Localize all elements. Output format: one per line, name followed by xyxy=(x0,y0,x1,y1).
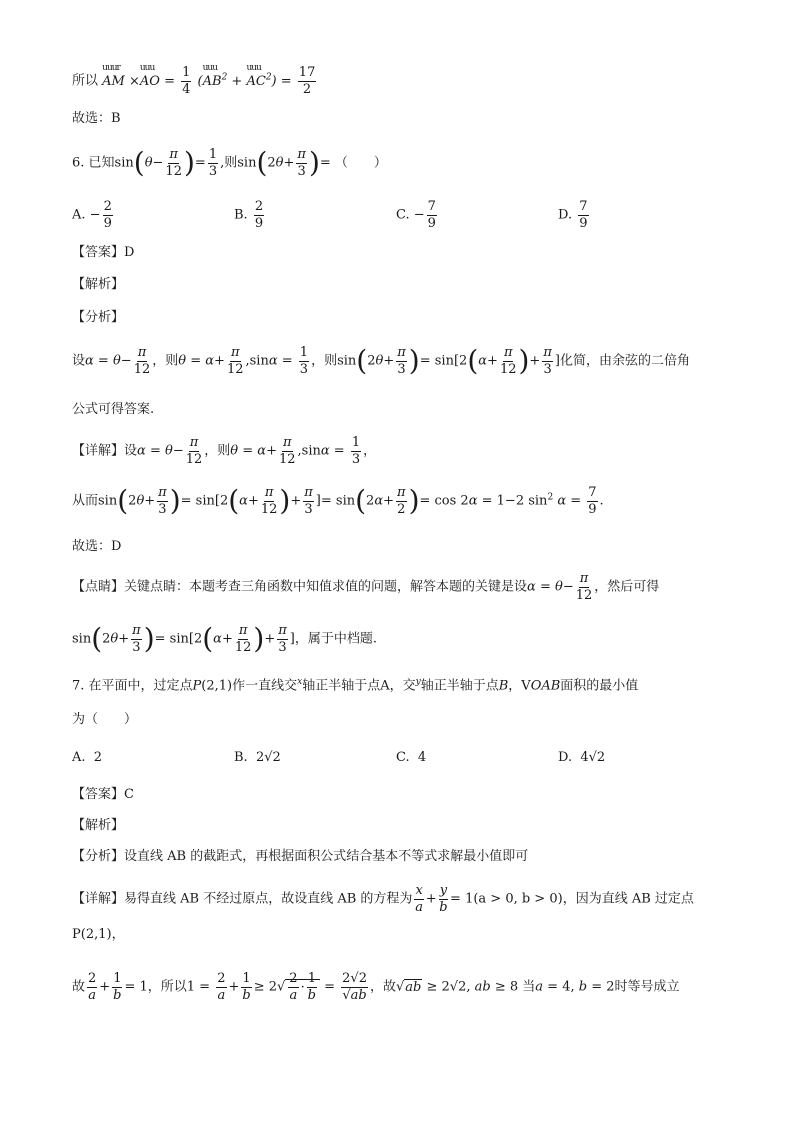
q7-point: P(2,1)， xyxy=(72,927,125,942)
q7-stem: 7. 在平面中，过定点P(2,1)作一直线交$^x$轴正半轴于点A，交$^y$轴正半轴于点B，VOAB面积的最小值 xyxy=(72,677,639,694)
q7-jiexi: 【解析】 xyxy=(72,818,125,833)
q6-guxuan: 故选：D xyxy=(72,539,122,554)
q7-answer: 【答案】C xyxy=(72,787,134,802)
q7-option-a[interactable]: A. 2 xyxy=(72,750,103,765)
q5-answer: 故选：B xyxy=(72,111,121,126)
q5-dot-mid: (AB uuu $^2$ + AC uuu $^2$) = xyxy=(197,62,292,89)
q7-fenxi: 【分析】设直线 AB 的截距式，再根据面积公式结合基本不等式求解最小值即可 xyxy=(72,849,529,864)
q7-inequality: 故 $\frac{2}{a}$ + $\frac{1}{b}$ = 1，所以1 = $\frac{2}{a}$ + $\frac{1}{b}$ ≥ 2√ $\frac{2}{a}$ · $\frac{1}{b}$ = $\frac{2√2}{√ab}$ ，故√ab ≥ 2√2, ab ≥ 8 当a = 4, b = 2时等号成立 xyxy=(72,971,680,1003)
q6-fenxi-line2: 公式可得答案. xyxy=(72,402,155,417)
q6-answer: 【答案】D xyxy=(72,245,135,260)
q6-xiangjie: 【详解】设α = θ− $\frac{\pi}{12}$ ，则θ = α+ $\frac{\pi}{12}$ ,sinα = $\frac{1}{3}$ ， xyxy=(72,435,377,467)
q5-dot-lhs: AM uuur ×AO uuu = xyxy=(102,62,175,89)
q6-dianjing-formula: sin(2θ+ $\frac{\pi}{3}$ )= sin[2(α+ $\frac{\pi}{12}$ )+ $\frac{\pi}{3}$ ]，属于中档题. xyxy=(72,622,377,656)
q6-option-c[interactable]: C. − $\frac{7}{9}$ xyxy=(396,199,436,231)
q6-fenxi-body: 设α = θ− $\frac{\pi}{12}$ ，则θ = α+ $\frac{\pi}{12}$ ,sinα = $\frac{1}{3}$ ，则sin(2θ+ $\frac{\pi}{3}$ )= sin[2(α+ $\frac{\pi}{12}$ )+ $\frac{\pi}{3}$ ]化简，由余弦的二倍角 xyxy=(72,344,690,378)
q6-fenxi: 【分析】 xyxy=(72,310,125,325)
q6-dianjing: 【点睛】关键点睛：本题考查三角函数中知值求值的问题，解答本题的关键是设α = θ− $\frac{\pi}{12}$ ，然后可得 xyxy=(72,571,660,603)
q7-stem-line2: 为（ ） xyxy=(72,712,138,727)
q7-xiangjie: 【详解】易得直线 AB 不经过原点，故设直线 AB 的方程为 $\frac{x}{a}$ + $\frac{y}{b}$ = 1(a > 0, b > 0)，因为直线 AB 过定点 xyxy=(72,883,694,915)
q7-option-d[interactable]: D. 4√2 xyxy=(558,750,606,765)
q5-result-fraction: $\frac{17}{2}$ xyxy=(298,65,316,97)
q6-stem: 6. 已知sin(θ− $\frac{\pi}{12}$ )= $\frac{1}{3}$ ,则sin(2θ+ $\frac{\pi}{3}$ )= （ ） xyxy=(72,146,387,180)
q7-option-c[interactable]: C. 4 xyxy=(396,750,427,765)
q5-suoyi: 所以 xyxy=(72,73,99,89)
q5-conclusion-line xyxy=(72,62,318,97)
q6-jiexi: 【解析】 xyxy=(72,277,125,292)
q6-option-a[interactable]: A. − $\frac{2}{9}$ xyxy=(72,199,112,231)
q7-option-b[interactable]: B. 2√2 xyxy=(234,750,281,765)
q6-option-b[interactable]: B. $\frac{2}{9}$ xyxy=(234,199,264,231)
q5-coef-fraction: $\frac{1}{4}$ xyxy=(182,65,191,97)
q6-option-d[interactable]: D. $\frac{7}{9}$ xyxy=(558,199,588,231)
q6-derivation: 从而sin(2θ+ $\frac{\pi}{3}$ )= sin[2(α+ $\frac{\pi}{12}$ )+ $\frac{\pi}{3}$ ]= sin(2α+ $\frac{\pi}{2}$ )= cos 2α = 1−2 $\sin^2 \alpha$ = $\frac{7}{9}$ . xyxy=(72,484,604,518)
